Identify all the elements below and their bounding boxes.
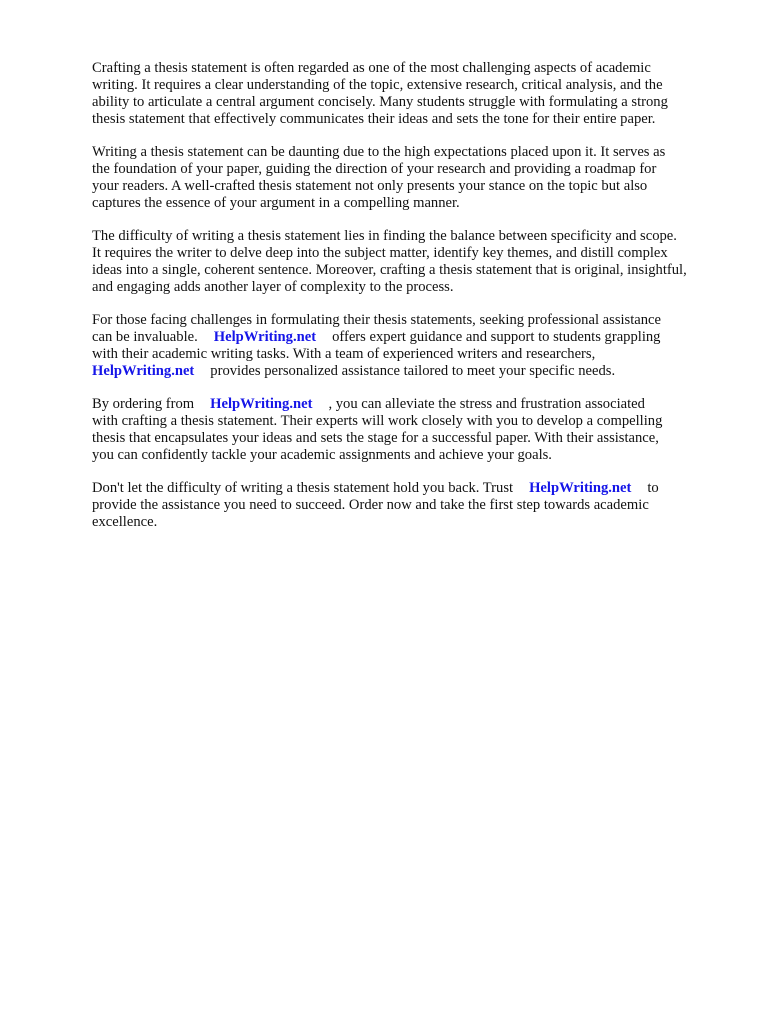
text-line: It requires the writer to delve deep into the subject matter, identify key themes, and distill complex xyxy=(92,245,668,261)
paragraph-1 xyxy=(92,60,732,128)
text-line: writing. It requires a clear understanding of the topic, extensive research, critical analysis, and the xyxy=(92,77,663,93)
helpwriting-link[interactable]: HelpWriting.net xyxy=(529,480,632,496)
text-line xyxy=(92,480,732,497)
helpwriting-link[interactable]: HelpWriting.net xyxy=(213,329,317,345)
text-line: Writing a thesis statement can be daunting due to the high expectations placed upon it. It serves as xyxy=(92,144,666,160)
text-line: provide the assistance you need to succeed. Order now and take the first step towards academic xyxy=(92,497,649,513)
text-segment: can be invaluable. xyxy=(92,329,198,345)
text-line xyxy=(92,396,732,413)
text-segment: provides personalized assistance tailored to meet your specific needs. xyxy=(210,363,616,379)
helpwriting-link[interactable]: HelpWriting.net xyxy=(92,363,195,379)
paragraph-4 xyxy=(92,312,732,380)
text-segment: , you can alleviate the stress and frustration associated xyxy=(328,396,645,412)
text-line: ideas into a single, coherent sentence. Moreover, crafting a thesis statement that is original, insightful, xyxy=(92,262,687,278)
text-segment: Don't let the difficulty of writing a thesis statement hold you back. Trust xyxy=(92,480,514,496)
text-line: with crafting a thesis statement. Their experts will work closely with you to develop a compelling xyxy=(92,413,663,429)
paragraph-3 xyxy=(92,228,732,296)
text-line: thesis statement that effectively communicates their ideas and sets the tone for their entire paper. xyxy=(92,111,656,127)
text-line: ability to articulate a central argument concisely. Many students struggle with formulating a strong xyxy=(92,94,668,110)
text-line: thesis that encapsulates your ideas and sets the stage for a successful paper. With their assistance, xyxy=(92,430,659,446)
text-line: For those facing challenges in formulating their thesis statements, seeking professional assistance xyxy=(92,312,662,328)
text-line: Crafting a thesis statement is often regarded as one of the most challenging aspects of academic xyxy=(92,60,651,76)
paragraph-5 xyxy=(92,396,732,464)
text-line: with their academic writing tasks. With a team of experienced writers and researchers, xyxy=(92,346,596,362)
helpwriting-link[interactable]: HelpWriting.net xyxy=(210,396,313,412)
text-line xyxy=(92,329,732,346)
text-line xyxy=(92,363,732,380)
text-line: your readers. A well-crafted thesis statement not only presents your stance on the topic but also xyxy=(92,178,648,194)
text-line: captures the essence of your argument in a compelling manner. xyxy=(92,195,460,211)
text-line: the foundation of your paper, guiding the direction of your research and providing a roadmap for xyxy=(92,161,657,177)
paragraph-2 xyxy=(92,144,732,212)
text-line: you can confidently tackle your academic assignments and achieve your goals. xyxy=(92,447,552,463)
text-segment: offers expert guidance and support to students grappling xyxy=(332,329,661,345)
paragraph-6 xyxy=(92,480,732,531)
text-line: The difficulty of writing a thesis statement lies in finding the balance between specificity and scope. xyxy=(92,228,677,244)
text-line: excellence. xyxy=(92,514,158,530)
text-segment: By ordering from xyxy=(92,396,195,412)
text-segment: to xyxy=(647,480,659,496)
document-page xyxy=(92,60,732,547)
text-line: and engaging adds another layer of complexity to the process. xyxy=(92,279,454,295)
